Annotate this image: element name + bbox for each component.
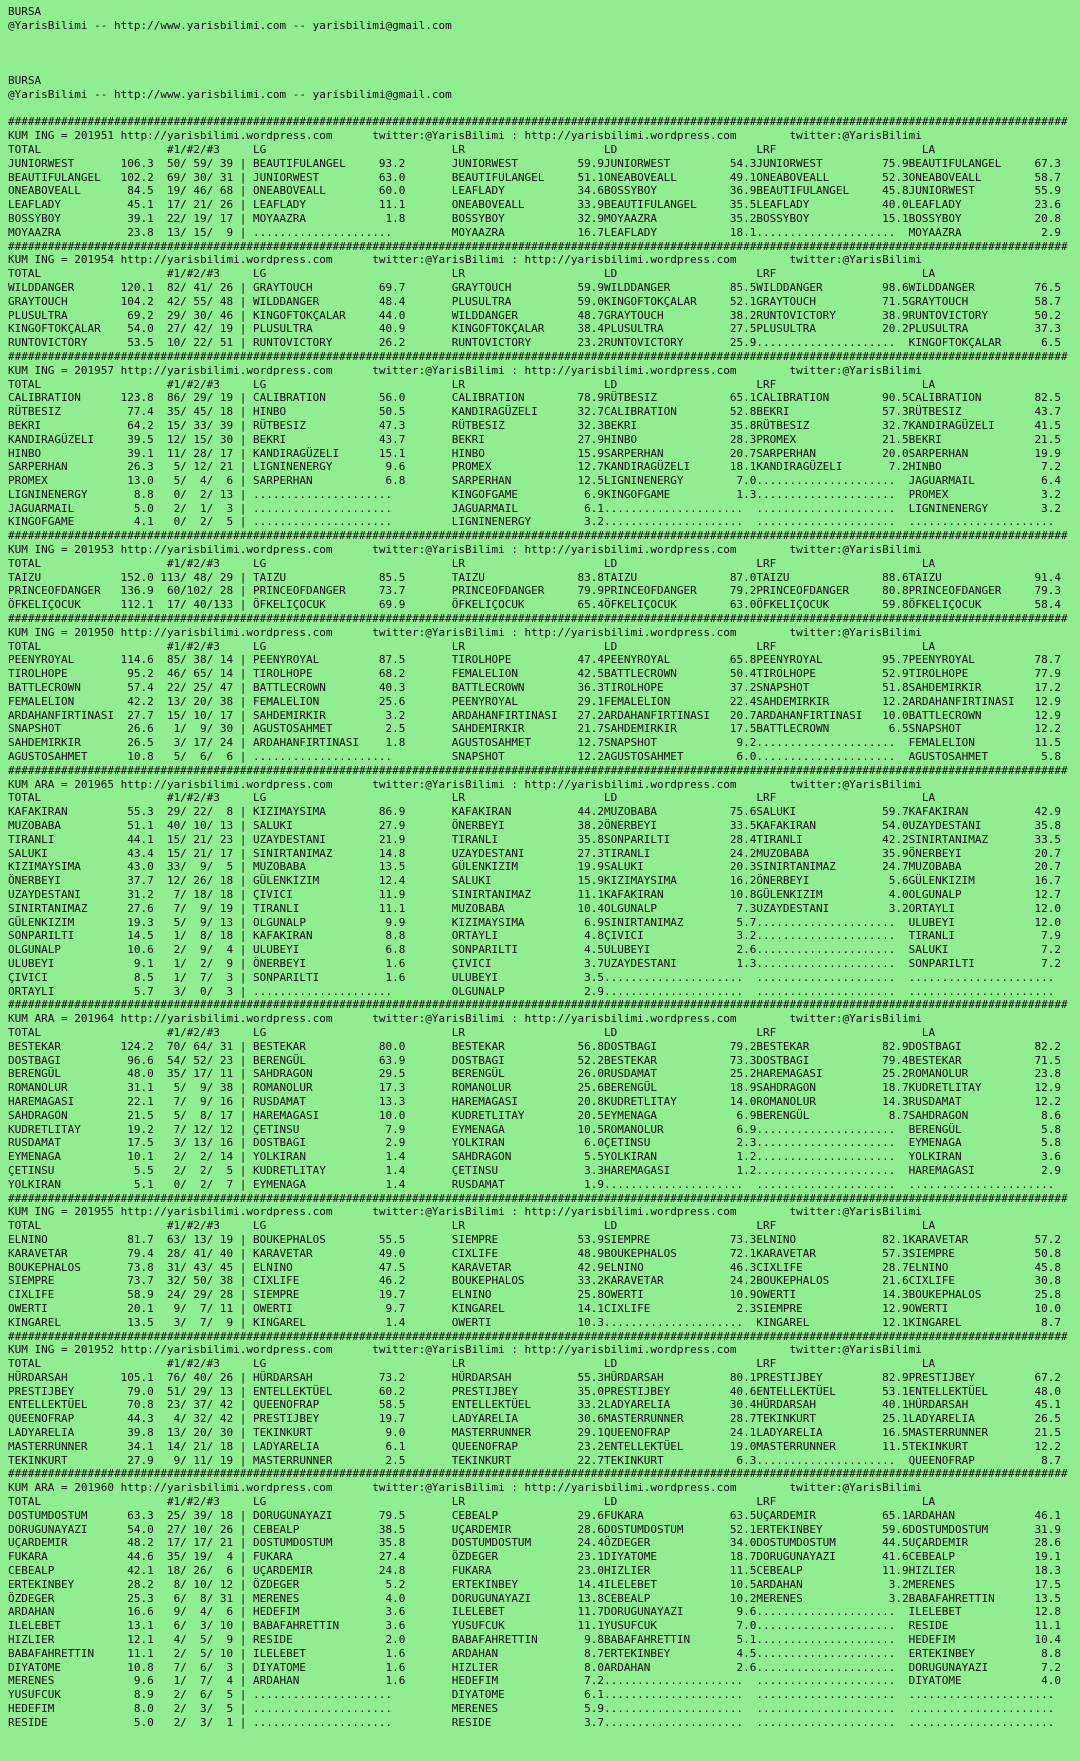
report-sections [8,115,1080,1729]
table-row: FEMALELION 42.2 13/ 20/ 38 | FEMALELION 25.6 PEENYROYAL 29.1FEMALELION 22.4SAHDEMIRKIR 12.2ARDAHANFIRTINASI 12.9 [8,694,1061,708]
section-201964 [8,998,1080,1191]
separator-line: ################################################################################################################################################################ [8,349,1068,363]
table-row: DORUGUNAYAZI 54.0 27/ 10/ 26 | CEBEALP 38.5 UÇARDEMIR 28.6DOSTUMDOSTUM 52.1ERTEKINBEY 59.6DOSTUMDOSTUM 31.9 [8,1522,1061,1536]
separator-line: ################################################################################################################################################################ [8,239,1068,253]
blank-line [8,46,1080,60]
separator-line: ################################################################################################################################################################ [8,763,1068,777]
table-row: TIROLHOPE 95.2 46/ 65/ 14 | TIROLHOPE 68.2 FEMALELION 42.5BATTLECROWN 50.4TIROLHOPE 52.9TIROLHOPE 77.9 [8,667,1061,681]
table-row: HEDEFIM 8.0 2/ 3/ 5 | ..................... MERENES 5.9..................... ..................... ...................... [8,1702,1055,1716]
table-row: ARDAHAN 16.6 9/ 4/ 6 | HEDEFIM 3.6 ILELEBET 11.7DORUGUNAYAZI 9.6..................... ILELEBET 12.8 [8,1605,1061,1619]
table-row: RUSDAMAT 17.5 3/ 13/ 16 | DOSTBAGI 2.9 YOLKIRAN 6.0ÇETINSU 2.3..................... EYMENAGA 5.8 [8,1136,1061,1150]
column-header-row: TOTAL #1/#2/#3 LG LR LD LRF LA [8,1357,936,1371]
section-header: KUM ARA = 201964 http://yarisbilimi.wordpress.com twitter:@YarisBilimi : http://yarisbilimi.wordpress.com twitter:@YarisBilimi [8,1012,922,1026]
table-row: DOSTUMDOSTUM 63.3 25/ 39/ 18 | DORUGUNAYAZI 79.5 CEBEALP 29.6FUKARA 63.5UÇARDEMIR 65.1ARDAHAN 46.1 [8,1508,1061,1522]
table-row: MERENES 9.6 1/ 7/ 4 | ARDAHAN 1.6 HEDEFIM 7.2..................... ..................... DIYATOME 4.0 [8,1674,1061,1688]
table-row: YUSUFCUK 8.9 2/ 6/ 5 | ..................... DIYATOME 6.1..................... ..................... ...................... [8,1688,1055,1702]
table-row: DIYATOME 10.8 7/ 6/ 3 | DIYATOME 1.6 HIZLIER 8.0ARDAHAN 2.6..................... DORUGUNAYAZI 7.2 [8,1660,1061,1674]
table-row: KINGOFTOKÇALAR 54.0 27/ 42/ 19 | PLUSULTRA 40.9 KINGOFTOKÇALAR 38.4PLUSULTRA 27.5PLUSULTRA 20.2PLUSULTRA 37.3 [8,322,1061,336]
table-row: ELNINO 81.7 63/ 13/ 19 | BOUKEPHALOS 55.5 SIEMPRE 53.9SIEMPRE 73.3ELNINO 82.1KARAVETAR 57.2 [8,1232,1061,1246]
table-row: OWERTI 20.1 9/ 7/ 11 | OWERTI 9.7 KINGAREL 14.1CIXLIFE 2.3SIEMPRE 12.9OWERTI 10.0 [8,1301,1061,1315]
column-header-row: TOTAL #1/#2/#3 LG LR LD LRF LA [8,267,936,281]
location-title-repeat: BURSA [8,73,42,87]
table-row: ENTELLEKTÜEL 70.8 23/ 37/ 42 | QUEENOFRAP 58.5 ENTELLEKTÜEL 33.2LADYARELIA 30.4HÜRDARSAH 40.1HÜRDARSAH 45.1 [8,1398,1061,1412]
table-row: OLGUNALP 10.6 2/ 9/ 4 | ULUBEYI 6.8 SONPARILTI 4.5ULUBEYI 2.6..................... SALUKI 7.2 [8,943,1061,957]
section-201954 [8,240,1080,350]
column-header-row: TOTAL #1/#2/#3 LG LR LD LRF LA [8,377,936,391]
section-201953 [8,529,1080,612]
table-row: DOSTBAGI 96.6 54/ 52/ 23 | BERENGÜL 63.9 DOSTBAGI 52.2BESTEKAR 73.3DOSTBAGI 79.4BESTEKAR 71.5 [8,1053,1061,1067]
table-row: KARAVETAR 79.4 28/ 41/ 40 | KARAVETAR 49.0 CIXLIFE 48.9BOUKEPHALOS 72.1KARAVETAR 57.3SIEMPRE 50.8 [8,1246,1061,1260]
column-header-row: TOTAL #1/#2/#3 LG LR LD LRF LA [8,791,936,805]
section-header: KUM ING = 201957 http://yarisbilimi.wordpress.com twitter:@YarisBilimi : http://yarisbilimi.wordpress.com twitter:@YarisBilimi [8,363,922,377]
table-row: KAFAKIRAN 55.3 29/ 22/ 8 | KIZIMAYSIMA 86.9 KAFAKIRAN 44.2MUZOBABA 75.6SALUKI 59.7KAFAKIRAN 42.9 [8,805,1061,819]
column-header-row: TOTAL #1/#2/#3 LG LR LD LRF LA [8,142,936,156]
table-row: KUDRETLITAY 19.2 7/ 12/ 12 | ÇETINSU 7.9 EYMENAGA 10.5ROMANOLUR 6.9..................... BERENGÜL 5.8 [8,1122,1061,1136]
table-row: LIGNINENERGY 8.8 0/ 2/ 13 | ..................... KINGOFGAME 6.9KINGOFGAME 1.3..................... PROMEX 3.2 [8,487,1061,501]
separator-line: ################################################################################################################################################################ [8,1329,1068,1343]
table-row: ULUBEYI 9.1 1/ 2/ 9 | ÖNERBEYI 1.6 ÇIVICI 3.7UZAYDESTANI 1.3..................... SONPARILTI 7.2 [8,956,1061,970]
table-row: PRINCEOFDANGER 136.9 60/102/ 28 | PRINCEOFDANGER 73.7 PRINCEOFDANGER 79.9PRINCEOFDANGER 79.2PRINCEOFDANGER 80.8PRINCEOFDANGER 79.3 [8,584,1061,598]
table-row: YOLKIRAN 5.1 0/ 2/ 7 | EYMENAGA 1.4 RUSDAMAT 1.9..................... ..................... ...................... [8,1177,1055,1191]
table-row: KINGAREL 13.5 3/ 7/ 9 | KINGAREL 1.4 OWERTI 10.3..................... KINGAREL 12.1KINGAREL 8.7 [8,1315,1061,1329]
table-row: ÖFKELIÇOCUK 112.1 17/ 40/133 | ÖFKELIÇOCUK 69.9 ÖFKELIÇOCUK 65.4ÖFKELIÇOCUK 63.0ÖFKELIÇOCUK 59.8ÖFKELIÇOCUK 58.4 [8,598,1061,612]
table-row: QUEENOFRAP 44.3 4/ 32/ 42 | PRESTIJBEY 19.7 LADYARELIA 30.6MASTERRUNNER 28.7TEKINKURT 25.1LADYARELIA 26.5 [8,1412,1061,1426]
table-row: ÇIVICI 8.5 1/ 7/ 3 | SONPARILTI 1.6 ULUBEYI 3.5..................... ..................... ...................... [8,970,1055,984]
section-201955 [8,1192,1080,1330]
section-201950 [8,612,1080,764]
table-row: JAGUARMAIL 5.0 2/ 1/ 3 | ..................... JAGUARMAIL 6.1..................... ..................... LIGNINENERGY 3.2 [8,501,1061,515]
table-row: PEENYROYAL 114.6 85/ 38/ 14 | PEENYROYAL 87.5 TIROLHOPE 47.4PEENYROYAL 65.8PEENYROYAL 95.7PEENYROYAL 78.7 [8,653,1061,667]
table-row: SONPARILTI 14.5 1/ 8/ 18 | KAFAKIRAN 8.8 ORTAYLI 4.8ÇIVICI 3.2..................... TIRANLI 7.9 [8,929,1061,943]
table-row: PRESTIJBEY 79.0 51/ 29/ 13 | ENTELLEKTÜEL 60.2 PRESTIJBEY 35.0PRESTIJBEY 40.6ENTELLEKTÜEL 53.1ENTELLEKTÜEL 48.0 [8,1384,1061,1398]
table-row: GÜLENKIZIM 19.3 5/ 9/ 13 | OLGUNALP 9.9 KIZIMAYSIMA 6.9SINIRTANIMAZ 5.7..................... ULUBEYI 12.0 [8,915,1061,929]
blank-line [8,33,1080,47]
table-row: ÖZDEGER 25.3 6/ 8/ 31 | MERENES 4.0 DORUGUNAYAZI 13.8CEBEALP 10.2MERENES 3.2BABAFAHRETTIN 13.5 [8,1591,1061,1605]
table-row: SNAPSHOT 26.6 1/ 9/ 30 | AGUSTOSAHMET 2.5 SAHDEMIRKIR 21.7SAHDEMIRKIR 17.5BATTLECROWN 6.5SNAPSHOT 12.2 [8,722,1061,736]
table-row: UÇARDEMIR 48.2 17/ 17/ 21 | DOSTUMDOSTUM 35.8 DOSTUMDOSTUM 24.4ÖZDEGER 34.0DOSTUMDOSTUM 44.5UÇARDEMIR 28.6 [8,1536,1061,1550]
table-row: KANDIRAGÜZELI 39.5 12/ 15/ 30 | BEKRI 43.7 BEKRI 27.9HINBO 28.3PROMEX 21.5BEKRI 21.5 [8,432,1061,446]
blank-line [8,102,1080,116]
column-header-row: TOTAL #1/#2/#3 LG LR LD LRF LA [8,639,936,653]
table-row: BEAUTIFULANGEL 102.2 69/ 30/ 31 | JUNIORWEST 63.0 BEAUTIFULANGEL 51.1ONEABOVEALL 49.1ONEABOVEALL 52.3ONEABOVEALL 58.7 [8,170,1061,184]
table-row: ÖNERBEYI 37.7 12/ 26/ 18 | GÜLENKIZIM 12.4 SALUKI 15.9KIZIMAYSIMA 16.2ÖNERBEYI 5.6GÜLENKIZIM 16.7 [8,874,1061,888]
section-201951 [8,115,1080,239]
table-row: KINGOFGAME 4.1 0/ 2/ 5 | ..................... LIGNINENERGY 3.2..................... ..................... ...................... [8,515,1055,529]
byline: @YarisBilimi -- http://www.yarisbilimi.com -- yarisbilimi@gmail.com [8,18,452,32]
table-row: BATTLECROWN 57.4 22/ 25/ 47 | BATTLECROWN 40.3 BATTLECROWN 36.3TIROLHOPE 37.2SNAPSHOT 51.8SAHDEMIRKIR 17.2 [8,681,1061,695]
table-row: LADYARELIA 39.8 13/ 20/ 30 | TEKINKURT 9.0 MASTERRUNNER 29.1QUEENOFRAP 24.1LADYARELIA 16.5MASTERRUNNER 21.5 [8,1426,1061,1440]
table-row: FUKARA 44.6 35/ 19/ 4 | FUKARA 27.4 ÖZDEGER 23.1DIYATOME 18.7DORUGUNAYAZI 41.6CEBEALP 19.1 [8,1550,1061,1564]
table-row: MASTERRUNNER 34.1 14/ 21/ 18 | LADYARELIA 6.1 QUEENOFRAP 23.2ENTELLEKTÜEL 19.0MASTERRUNNER 11.5TEKINKURT 12.2 [8,1439,1061,1453]
table-row: CIXLIFE 58.9 24/ 29/ 28 | SIEMPRE 19.7 ELNINO 25.8OWERTI 10.9OWERTI 14.3BOUKEPHALOS 25.8 [8,1288,1061,1302]
table-row: ÇETINSU 5.5 2/ 2/ 5 | KUDRETLITAY 1.4 ÇETINSU 3.3HAREMAGASI 1.2..................... HAREMAGASI 2.9 [8,1163,1061,1177]
table-row: RESIDE 5.0 2/ 3/ 1 | ..................... RESIDE 3.7..................... ..................... ...................... [8,1715,1055,1729]
table-row: ERTEKINBEY 28.2 8/ 10/ 12 | ÖZDEGER 5.2 ERTEKINBEY 14.4ILELEBET 10.5ARDAHAN 3.2MERENES 17.5 [8,1577,1061,1591]
table-row: SALUKI 43.4 15/ 21/ 17 | SINIRTANIMAZ 14.8 UZAYDESTANI 27.3TIRANLI 24.2MUZOBABA 35.9ÖNERBEYI 20.7 [8,846,1061,860]
table-row: TIRANLI 44.1 15/ 21/ 23 | UZAYDESTANI 21.9 TIRANLI 35.8SONPARILTI 28.4TIRANLI 42.2SINIRTANIMAZ 33.5 [8,832,1061,846]
table-row: TAIZU 152.0 113/ 48/ 29 | TAIZU 85.5 TAIZU 83.8TAIZU 87.0TAIZU 88.6TAIZU 91.4 [8,570,1061,584]
table-row: TEKINKURT 27.9 9/ 11/ 19 | MASTERRUNNER 2.5 TEKINKURT 22.7TEKINKURT 6.3..................... QUEENOFRAP 8.7 [8,1453,1061,1467]
blank-line [8,60,1080,74]
table-row: ROMANOLUR 31.1 5/ 9/ 38 | ROMANOLUR 17.3 ROMANOLUR 25.6BERENGÜL 18.9SAHDRAGON 18.7KUDRETLITAY 12.9 [8,1081,1061,1095]
separator-line: ################################################################################################################################################################ [8,998,1068,1012]
table-row: SARPERHAN 26.3 5/ 12/ 21 | LIGNINENERGY 9.6 PROMEX 12.7KANDIRAGÜZELI 18.1KANDIRAGÜZELI 7.2HINBO 7.2 [8,460,1061,474]
section-header: KUM ING = 201952 http://yarisbilimi.wordpress.com twitter:@YarisBilimi : http://yarisbilimi.wordpress.com twitter:@YarisBilimi [8,1343,922,1357]
table-row: HÜRDARSAH 105.1 76/ 40/ 26 | HÜRDARSAH 73.2 HÜRDARSAH 55.3HÜRDARSAH 80.1PRESTIJBEY 82.9PRESTIJBEY 67.2 [8,1370,1061,1384]
table-row: ONEABOVEALL 84.5 19/ 46/ 68 | ONEABOVEALL 60.0 LEAFLADY 34.6BOSSYBOY 36.9BEAUTIFULANGEL 45.8JUNIORWEST 55.9 [8,184,1061,198]
section-header: KUM ARA = 201965 http://yarisbilimi.wordpress.com twitter:@YarisBilimi : http://yarisbilimi.wordpress.com twitter:@YarisBilimi [8,777,922,791]
table-row: HIZLIER 12.1 4/ 5/ 9 | RESIDE 2.0 BABAFAHRETTIN 9.8BABAFAHRETTIN 5.1..................... HEDEFIM 10.4 [8,1633,1061,1647]
table-row: JUNIORWEST 106.3 50/ 59/ 39 | BEAUTIFULANGEL 93.2 JUNIORWEST 59.9JUNIORWEST 54.3JUNIORWEST 75.9BEAUTIFULANGEL 67.3 [8,156,1061,170]
section-header: KUM ING = 201951 http://yarisbilimi.wordpress.com twitter:@YarisBilimi : http://yarisbilimi.wordpress.com twitter:@YarisBilimi [8,129,922,143]
table-row: SINIRTANIMAZ 27.6 7/ 9/ 19 | TIRANLI 11.1 MUZOBABA 10.4OLGUNALP 7.3UZAYDESTANI 3.2ORTAYLI 12.0 [8,901,1061,915]
table-row: LEAFLADY 45.1 17/ 21/ 26 | LEAFLADY 11.1 ONEABOVEALL 33.9BEAUTIFULANGEL 35.5LEAFLADY 40.0LEAFLADY 23.6 [8,198,1061,212]
table-row: BESTEKAR 124.2 70/ 64/ 31 | BESTEKAR 80.0 BESTEKAR 56.8DOSTBAGI 79.2BESTEKAR 82.9DOSTBAGI 82.2 [8,1039,1061,1053]
column-header-row: TOTAL #1/#2/#3 LG LR LD LRF LA [8,1025,936,1039]
table-row: BERENGÜL 48.0 35/ 17/ 11 | SAHDRAGON 29.5 BERENGÜL 26.0RUSDAMAT 25.2HAREMAGASI 25.2ROMANOLUR 23.8 [8,1067,1061,1081]
table-row: CALIBRATION 123.8 86/ 29/ 19 | CALIBRATION 56.0 CALIBRATION 78.9RÜTBESIZ 65.1CALIBRATION 90.5CALIBRATION 82.5 [8,391,1061,405]
table-row: SAHDRAGON 21.5 5/ 8/ 17 | HAREMAGASI 10.0 KUDRETLITAY 20.5EYMENAGA 6.9BERENGÜL 8.7SAHDRAGON 8.6 [8,1108,1061,1122]
table-row: GRAYTOUCH 104.2 42/ 55/ 48 | WILDDANGER 48.4 PLUSULTRA 59.0KINGOFTOKÇALAR 52.1GRAYTOUCH 71.5GRAYTOUCH 58.7 [8,294,1061,308]
table-row: BEKRI 64.2 15/ 33/ 39 | RÜTBESIZ 47.3 RÜTBESIZ 32.3BEKRI 35.8RÜTBESIZ 32.7KANDIRAGÜZELI 41.5 [8,418,1061,432]
separator-line: ################################################################################################################################################################ [8,115,1068,129]
table-row: CEBEALP 42.1 18/ 26/ 6 | UÇARDEMIR 24.8 FUKARA 23.0HIZLIER 11.5CEBEALP 11.9HIZLIER 18.3 [8,1564,1061,1578]
table-row: PLUSULTRA 69.2 29/ 30/ 46 | KINGOFTOKÇALAR 44.0 WILDDANGER 48.7GRAYTOUCH 38.2RUNTOVICTORY 38.9RUNTOVICTORY 50.2 [8,308,1061,322]
table-row: ORTAYLI 5.7 3/ 0/ 3 | ..................... OLGUNALP 2.9..................... ..................... ...................... [8,984,1055,998]
table-row: SIEMPRE 73.7 32/ 50/ 38 | CIXLIFE 46.2 BOUKEPHALOS 33.2KARAVETAR 24.2BOUKEPHALOS 21.6CIXLIFE 30.8 [8,1274,1061,1288]
table-row: WILDDANGER 120.1 82/ 41/ 26 | GRAYTOUCH 69.7 GRAYTOUCH 59.9WILDDANGER 85.5WILDDANGER 98.6WILDDANGER 76.5 [8,280,1061,294]
separator-line: ################################################################################################################################################################ [8,1191,1068,1205]
byline-repeat: @YarisBilimi -- http://www.yarisbilimi.com -- yarisbilimi@gmail.com [8,87,452,101]
table-row: ARDAHANFIRTINASI 27.7 15/ 10/ 17 | SAHDEMIRKIR 3.2 ARDAHANFIRTINASI 27.2ARDAHANFIRTINASI 20.7ARDAHANFIRTINASI 10.0BATTLECROWN 12.9 [8,708,1061,722]
table-row: RUNTOVICTORY 53.5 10/ 22/ 51 | RUNTOVICTORY 26.2 RUNTOVICTORY 23.2RUNTOVICTORY 25.9..................... KINGOFTOKÇALAR 6.5 [8,336,1061,350]
table-row: ILELEBET 13.1 6/ 3/ 10 | BABAFAHRETTIN 3.6 YUSUFCUK 11.1YUSUFCUK 7.0..................... RESIDE 11.1 [8,1619,1061,1633]
table-row: UZAYDESTANI 31.2 7/ 18/ 18 | ÇIVICI 11.9 SINIRTANIMAZ 11.1KAFAKIRAN 10.8GÜLENKIZIM 4.0OLGUNALP 12.7 [8,888,1061,901]
section-201965 [8,764,1080,999]
table-row: PROMEX 13.0 5/ 4/ 6 | SARPERHAN 6.8 SARPERHAN 12.5LIGNINENERGY 7.0..................... JAGUARMAIL 6.4 [8,474,1061,488]
section-201952 [8,1330,1080,1468]
section-header: KUM ARA = 201960 http://yarisbilimi.wordpress.com twitter:@YarisBilimi : http://yarisbilimi.wordpress.com twitter:@YarisBilimi [8,1481,922,1495]
table-row: MUZOBABA 51.1 40/ 10/ 13 | SALUKI 27.9 ÖNERBEYI 38.2ÖNERBEYI 33.5KAFAKIRAN 54.0UZAYDESTANI 35.8 [8,819,1061,833]
table-row: KIZIMAYSIMA 43.0 33/ 9/ 5 | MUZOBABA 13.5 GÜLENKIZIM 19.9SALUKI 20.3SINIRTANIMAZ 24.7MUZOBABA 20.7 [8,860,1061,874]
separator-line: ################################################################################################################################################################ [8,612,1068,626]
table-row: HAREMAGASI 22.1 7/ 9/ 16 | RUSDAMAT 13.3 HAREMAGASI 20.8KUDRETLITAY 14.0ROMANOLUR 14.3RUSDAMAT 12.2 [8,1094,1061,1108]
table-row: RÜTBESIZ 77.4 35/ 45/ 18 | HINBO 50.5 KANDIRAGÜZELI 32.7CALIBRATION 52.8BEKRI 57.3RÜTBESIZ 43.7 [8,405,1061,419]
table-row: HINBO 39.1 11/ 28/ 17 | KANDIRAGÜZELI 15.1 HINBO 15.9SARPERHAN 20.7SARPERHAN 20.0SARPERHAN 19.9 [8,446,1061,460]
table-row: BABAFAHRETTIN 11.1 2/ 5/ 10 | ILELEBET 1.6 ARDAHAN 8.7ERTEKINBEY 4.5..................... ERTEKINBEY 8.8 [8,1646,1061,1660]
section-header: KUM ING = 201954 http://yarisbilimi.wordpress.com twitter:@YarisBilimi : http://yarisbilimi.wordpress.com twitter:@YarisBilimi [8,253,922,267]
table-row: EYMENAGA 10.1 2/ 2/ 14 | YOLKIRAN 1.4 SAHDRAGON 5.5YOLKIRAN 1.2..................... YOLKIRAN 3.6 [8,1150,1061,1164]
table-row: SAHDEMIRKIR 26.5 3/ 17/ 24 | ARDAHANFIRTINASI 1.8 AGUSTOSAHMET 12.7SNAPSHOT 9.2..................... FEMALELION 11.5 [8,736,1061,750]
separator-line: ################################################################################################################################################################ [8,529,1068,543]
column-header-row: TOTAL #1/#2/#3 LG LR LD LRF LA [8,556,936,570]
column-header-row: TOTAL #1/#2/#3 LG LR LD LRF LA [8,1495,936,1509]
section-header: KUM ING = 201953 http://yarisbilimi.wordpress.com twitter:@YarisBilimi : http://yarisbilimi.wordpress.com twitter:@YarisBilimi [8,543,922,557]
section-header: KUM ING = 201950 http://yarisbilimi.wordpress.com twitter:@YarisBilimi : http://yarisbilimi.wordpress.com twitter:@YarisBilimi [8,625,922,639]
section-201957 [8,350,1080,529]
table-row: BOSSYBOY 39.1 22/ 19/ 17 | MOYAAZRA 1.8 BOSSYBOY 32.9MOYAAZRA 35.2BOSSYBOY 15.1BOSSYBOY 20.8 [8,211,1061,225]
table-row: BOUKEPHALOS 73.8 31/ 43/ 45 | ELNINO 47.5 KARAVETAR 42.9ELNINO 46.3CIXLIFE 28.7ELNINO 45.8 [8,1260,1061,1274]
section-header: KUM ING = 201955 http://yarisbilimi.wordpress.com twitter:@YarisBilimi : http://yarisbilimi.wordpress.com twitter:@YarisBilimi [8,1205,922,1219]
table-row: AGUSTOSAHMET 10.8 5/ 6/ 6 | ..................... SNAPSHOT 12.2AGUSTOSAHMET 6.0..................... AGUSTOSAHMET 5.8 [8,750,1061,764]
table-row: MOYAAZRA 23.8 13/ 15/ 9 | ..................... MOYAAZRA 16.7LEAFLADY 18.1..................... MOYAAZRA 2.9 [8,225,1061,239]
location-title: BURSA [8,5,42,18]
section-201960 [8,1467,1080,1729]
separator-line: ################################################################################################################################################################ [8,1467,1068,1481]
column-header-row: TOTAL #1/#2/#3 LG LR LD LRF LA [8,1219,936,1233]
